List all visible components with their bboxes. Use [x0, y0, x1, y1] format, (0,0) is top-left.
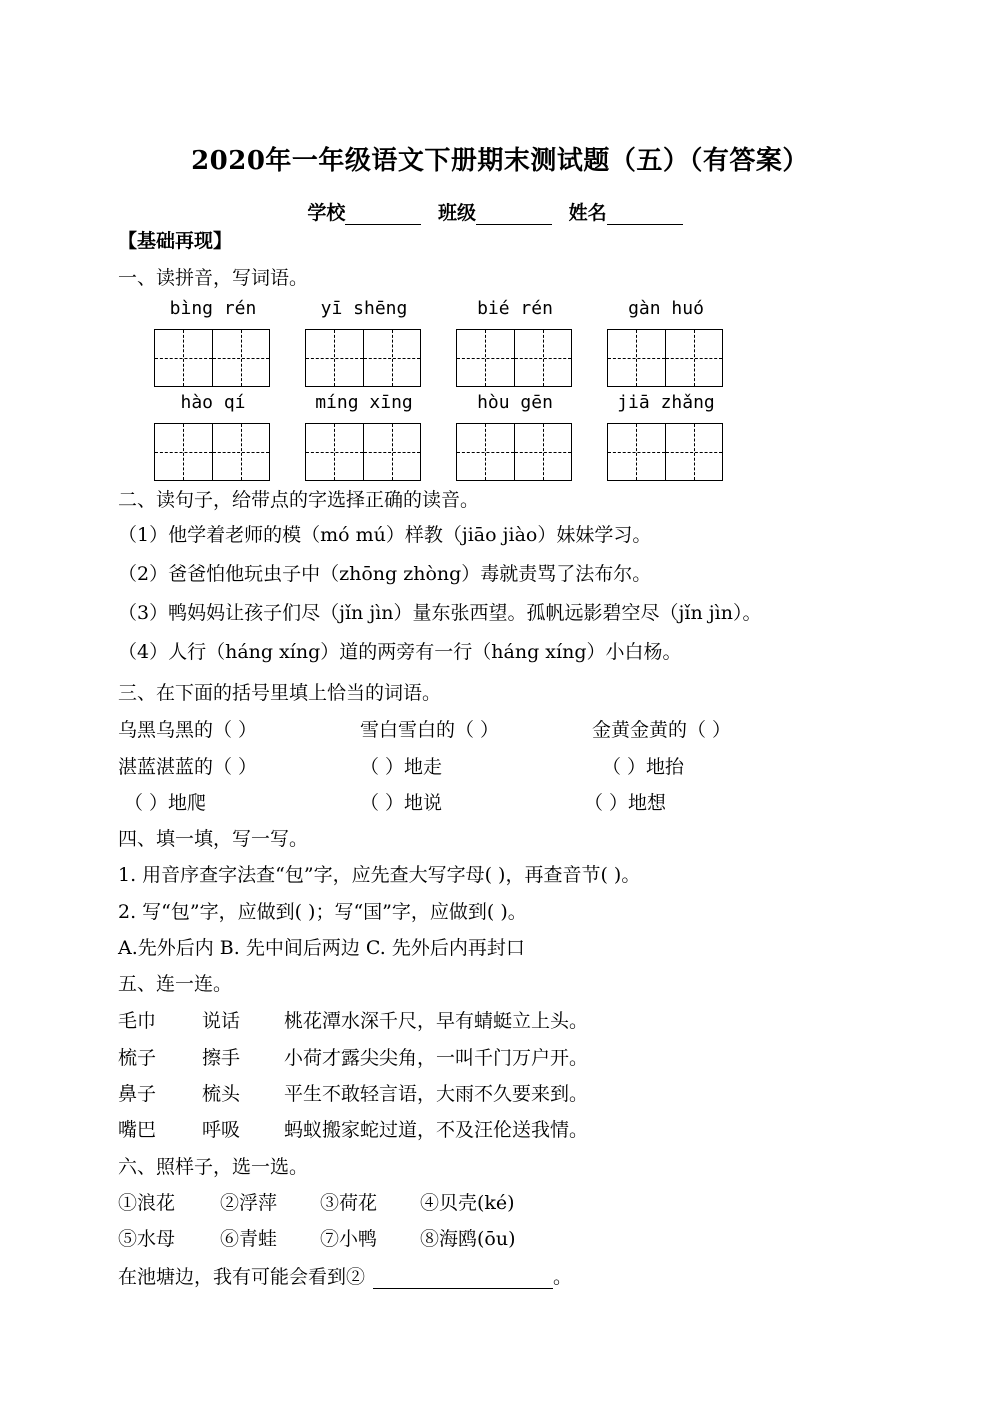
q3-blank[interactable]: 乌黑乌黑的（ ）	[118, 719, 258, 741]
q6-period: 。	[553, 1266, 573, 1288]
pinyin-label: bié rén	[477, 298, 553, 319]
student-info-line	[0, 198, 1000, 225]
pinyin-label: bìng rén	[169, 298, 257, 319]
pinyin-box-8	[607, 392, 725, 481]
pinyin-label: gàn huó	[628, 298, 704, 319]
q2-item-3: （3）鸭妈妈让孩子们尽（jǐn jìn）量东张西望。孤帆远影碧空尽（jǐn jìn）。	[118, 602, 762, 624]
q3-blank[interactable]: 雪白雪白的（ ）	[360, 719, 500, 741]
q3-blank[interactable]: 金黄金黄的（ ）	[592, 719, 732, 741]
q4-options: A.先外后内 B. 先中间后两边 C. 先外后内再封口	[118, 937, 525, 959]
writing-grid[interactable]	[607, 329, 723, 387]
q5-noun[interactable]: 嘴巴	[118, 1119, 157, 1141]
q5-poem[interactable]: 平生不敢轻言语，大雨不久要来到。	[284, 1083, 589, 1105]
pinyin-box-6	[305, 392, 423, 481]
q3-blank[interactable]: （ ）地走	[360, 756, 443, 778]
page-title: 2020年一年级语文下册期末测试题（五）（有答案）	[191, 146, 809, 176]
q6-option[interactable]: ⑥青蛙	[220, 1228, 278, 1250]
class-label: 班级	[437, 202, 476, 224]
q6-option[interactable]: ⑦小鸭	[320, 1228, 378, 1250]
writing-grid[interactable]	[305, 423, 421, 481]
q6-answer-line	[118, 1262, 572, 1289]
pinyin-box-1	[154, 298, 272, 387]
q6-heading: 六、照样子，选一选。	[118, 1156, 309, 1178]
pinyin-box-3	[456, 298, 574, 387]
q5-poem[interactable]: 蚂蚁搬家蛇过道，不及汪伦送我情。	[284, 1119, 589, 1141]
q3-blank[interactable]: （ ）地抬	[602, 756, 685, 778]
school-blank[interactable]	[345, 206, 421, 225]
q6-option[interactable]: ④贝壳(ké)	[420, 1192, 515, 1214]
pinyin-label: míng xīng	[315, 392, 413, 413]
q3-blank[interactable]: （ ）地说	[360, 792, 443, 814]
section-basic-heading: 【基础再现】	[118, 230, 233, 252]
q6-option[interactable]: ⑧海鸥(ōu)	[420, 1228, 516, 1250]
q1-heading: 一、读拼音，写词语。	[118, 267, 309, 289]
name-blank[interactable]	[607, 206, 683, 225]
q2-item-4: （4）人行（háng xíng）道的两旁有一行（háng xíng）小白杨。	[118, 641, 682, 663]
q5-noun[interactable]: 鼻子	[118, 1083, 157, 1105]
q3-blank[interactable]: （ ）地想	[584, 792, 667, 814]
q6-answer-blank[interactable]	[373, 1270, 553, 1289]
q2-heading: 二、读句子，给带点的字选择正确的读音。	[118, 489, 480, 511]
q3-blank[interactable]: 湛蓝湛蓝的（ ）	[118, 756, 258, 778]
pinyin-box-4	[607, 298, 725, 387]
q5-verb[interactable]: 呼吸	[202, 1119, 241, 1141]
q3-blank[interactable]: （ ）地爬	[124, 792, 207, 814]
pinyin-label: hòu gēn	[477, 392, 553, 413]
pinyin-label: jiā zhǎng	[617, 392, 715, 413]
q6-option[interactable]: ③荷花	[320, 1192, 378, 1214]
q5-verb[interactable]: 梳头	[202, 1083, 241, 1105]
name-label: 姓名	[568, 202, 607, 224]
q4-heading: 四、填一填，写一写。	[118, 828, 309, 850]
q5-verb[interactable]: 说话	[202, 1010, 241, 1032]
pinyin-label: yī shēng	[320, 298, 408, 319]
q5-poem[interactable]: 桃花潭水深千尺，早有蜻蜓立上头。	[284, 1010, 589, 1032]
q2-item-2: （2）爸爸怕他玩虫子中（zhōng zhòng）毒就责骂了法布尔。	[118, 563, 652, 585]
q5-noun[interactable]: 梳子	[118, 1047, 157, 1069]
q6-prompt: 在池塘边，我有可能会看到②	[118, 1266, 366, 1288]
q6-option[interactable]: ⑤水母	[118, 1228, 176, 1250]
q5-poem[interactable]: 小荷才露尖尖角，一叫千门万户开。	[284, 1047, 589, 1069]
q2-item-1: （1）他学着老师的模（mó mú）样教（jiāo jiào）妹妹学习。	[118, 524, 652, 546]
writing-grid[interactable]	[607, 423, 723, 481]
q5-verb[interactable]: 擦手	[202, 1047, 241, 1069]
school-label: 学校	[307, 202, 346, 224]
writing-grid[interactable]	[456, 423, 572, 481]
writing-grid[interactable]	[456, 329, 572, 387]
writing-grid[interactable]	[154, 329, 270, 387]
q5-heading: 五、连一连。	[118, 973, 233, 995]
q5-noun[interactable]: 毛巾	[118, 1010, 157, 1032]
q4-item-2: 2. 写“包”字，应做到( )；写“国”字，应做到( )。	[118, 901, 527, 923]
writing-grid[interactable]	[154, 423, 270, 481]
pinyin-box-2	[305, 298, 423, 387]
q3-heading: 三、在下面的括号里填上恰当的词语。	[118, 682, 442, 704]
pinyin-label: hào qí	[180, 392, 246, 413]
q4-item-1: 1. 用音序查字法查“包”字，应先查大写字母( )，再查音节( )。	[118, 864, 641, 886]
writing-grid[interactable]	[305, 329, 421, 387]
q6-option[interactable]: ①浪花	[118, 1192, 176, 1214]
q6-option[interactable]: ②浮萍	[220, 1192, 278, 1214]
class-blank[interactable]	[476, 206, 552, 225]
pinyin-box-5	[154, 392, 272, 481]
pinyin-box-7	[456, 392, 574, 481]
